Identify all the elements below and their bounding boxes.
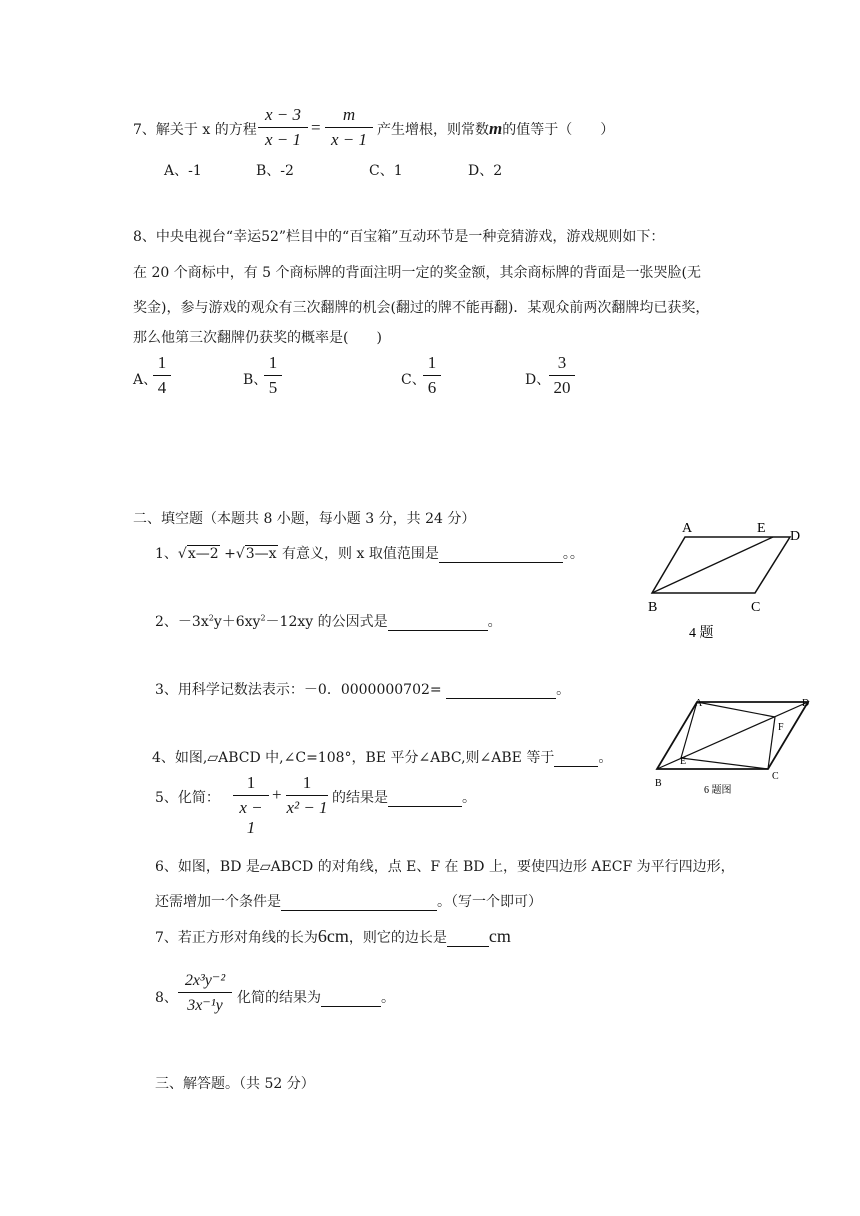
figure-6-segment-fc [768, 717, 775, 769]
q8-option-a-num: 1 [153, 353, 171, 376]
fill-8-den: 3x⁻¹y [187, 997, 223, 1014]
fill-6-line-2-text: 还需增加一个条件是 [155, 894, 281, 910]
fill-7-text: 7、若正方形对角线的长为 [155, 930, 318, 946]
fill-1-text: 有意义，则 x 取值范围是 [277, 546, 439, 562]
fill-3 [155, 679, 570, 699]
fill-8-prefix: 8、 [155, 990, 178, 1006]
fill-4-prefix: 4、如图, [152, 750, 208, 766]
figure-4-label-a: A [682, 521, 693, 536]
q7-equals: = [311, 118, 321, 137]
q7-option-a: A、-1 [164, 163, 202, 179]
sqrt-icon: √ [177, 546, 187, 562]
q8-option-d-fraction [549, 353, 575, 398]
fill-2-end: 。 [487, 614, 502, 630]
fill-2-part-3: －12xy 的公因式是 [265, 614, 388, 630]
q8-option-d-den: 20 [553, 378, 571, 397]
fill-1-end: 。。 [562, 546, 584, 562]
q7-suffix: 的值等于（ ） [502, 122, 615, 138]
figure-6-segment-af [697, 702, 775, 717]
fill-6-answer-blank[interactable] [281, 894, 437, 911]
q7-var: m [489, 119, 503, 138]
fill-2-part-2: y＋6xy [213, 614, 261, 630]
parallelogram-icon: ▱ [207, 750, 219, 766]
fill-1-number: 1、 [155, 546, 178, 562]
fill-8-text: 化简的结果为 [237, 990, 321, 1006]
section2-heading: 二、填空题（本题共 8 小题，每小题 3 分，共 24 分） [133, 511, 476, 527]
figure-4-diagram [640, 515, 810, 645]
fill-6-end: 。（写一个即可） [437, 894, 542, 910]
figure-6-segment-ae [681, 702, 697, 758]
fill-7-answer-blank[interactable] [447, 930, 489, 947]
q8-option-d-label: D、 [525, 372, 551, 388]
q7-lhs-fraction [258, 105, 308, 150]
fill-5-answer-blank[interactable] [388, 790, 462, 807]
fill-5-text: 的结果是 [332, 790, 388, 806]
fill-5-a-num: 1 [233, 773, 269, 796]
q8-line-2: 在 20 个商标中，有 5 个商标牌的背面注明一定的奖金额，其余商标牌的背面是一张哭脸(无 [133, 265, 701, 281]
q7-stem [133, 119, 257, 139]
fill-5-tail [332, 787, 476, 807]
q8-option-b-num: 1 [264, 353, 282, 376]
figure-6-diagram [645, 690, 815, 800]
q8-option-d-num: 3 [549, 353, 575, 376]
q8-option-c-num: 1 [423, 353, 441, 376]
fill-3-text: 3、用科学记数法表示：－0．0000000702= [155, 682, 447, 698]
fill-2-answer-blank[interactable] [388, 614, 488, 631]
q8-option-a-den: 4 [157, 378, 167, 397]
fill-4-answer-blank[interactable] [554, 750, 598, 767]
fill-5-fraction-a [233, 773, 269, 838]
parallelogram-icon: ▱ [259, 859, 271, 875]
fill-6-prefix: 6、如图，BD 是 [155, 859, 260, 875]
q8-line-4: 那么他第三次翻牌仍获奖的概率是( ) [133, 330, 382, 346]
fill-5-plus: + [272, 785, 282, 804]
q7-tail [377, 119, 614, 139]
fill-1-radicand-2: 3—x [245, 546, 277, 562]
figure-6-label-b: B [655, 778, 662, 789]
fill-2 [155, 611, 502, 631]
q7-prefix: 7、解关于 x 的方程 [133, 122, 257, 138]
q8-option-b-label: B、 [243, 372, 268, 388]
q7-rhs-fraction [325, 105, 373, 150]
section3-heading: 三、解答题。（共 52 分） [155, 1076, 315, 1092]
figure-4-label-e: E [757, 521, 766, 536]
fill-5-prefix: 5、化简： [155, 790, 220, 806]
fill-5-b-den: x² − 1 [286, 798, 328, 817]
fill-7-value: 6cm [317, 926, 349, 946]
figure-4-label-d: D [790, 529, 801, 544]
figure-6-label-a: A [695, 698, 703, 709]
fill-6-line-1-text: ABCD 的对角线，点 E、F 在 BD 上，要使四边形 AECF 为平行四边形， [270, 859, 735, 875]
fill-1-plus: + [224, 546, 236, 562]
q8-line-3: 奖金)，参与游戏的观众有三次翻牌的机会(翻过的牌不能再翻)．某观众前两次翻牌均已获奖， [133, 300, 710, 316]
fill-8-tail [237, 987, 395, 1007]
q7-rhs-numerator: m [325, 105, 373, 128]
q7-option-d: D、2 [468, 163, 503, 179]
q8-option-a-fraction [153, 353, 171, 398]
fill-8-end: 。 [381, 990, 395, 1006]
figure-6-caption: 6 题图 [704, 785, 732, 796]
fill-2-prefix: 2、－3x [155, 614, 209, 630]
q8-option-c-fraction [423, 353, 441, 398]
figure-4-segment-be [652, 537, 773, 593]
q8-option-b-fraction [264, 353, 282, 398]
fill-4-end: 。 [598, 750, 613, 766]
fill-6-line-2 [155, 891, 542, 911]
fill-1 [155, 543, 584, 563]
figure-6-label-c: C [772, 771, 779, 782]
q8-option-a-label: A、 [133, 372, 158, 388]
fill-5-end: 。 [462, 790, 476, 806]
fill-1-radicand-1: x—2 [187, 546, 219, 562]
sqrt-icon: √ [235, 546, 245, 562]
fill-8-num: 2x³y⁻² [178, 970, 232, 993]
fill-4-text: ABCD 中,∠C=108°，BE 平分∠ABC,则∠ABE 等于 [218, 750, 555, 766]
q8-option-c-label: C、 [401, 372, 426, 388]
fill-5-fraction-b [286, 773, 328, 818]
figure-6-segment-ec [681, 758, 768, 769]
q8-option-c-den: 6 [427, 378, 437, 397]
q8-option-b-den: 5 [268, 378, 278, 397]
figure-4-label-c: C [751, 600, 761, 615]
q7-mid: 产生增根，则常数 [377, 122, 489, 138]
figure-6-label-e: E [680, 756, 687, 767]
fill-2-exp-1: 2 [208, 613, 214, 623]
fill-3-answer-blank[interactable] [446, 682, 556, 699]
fill-5-a-den: x − 1 [239, 798, 263, 837]
q7-lhs-numerator: x − 3 [258, 105, 308, 128]
fill-1-answer-blank[interactable] [439, 546, 563, 563]
figure-4-parallelogram [652, 537, 790, 593]
fill-7 [155, 926, 511, 947]
q7-option-b: B、-2 [256, 163, 294, 179]
q7-lhs-denominator: x − 1 [264, 130, 302, 149]
fill-8-answer-blank[interactable] [321, 990, 381, 1007]
fill-5-b-num: 1 [286, 773, 328, 796]
q7-option-c: C、1 [369, 163, 403, 179]
fill-7-text-2: ，则它的边长是 [348, 930, 447, 946]
fill-7-unit: cm [488, 926, 511, 946]
figure-4-caption: 4 题 [689, 626, 714, 641]
fill-3-end: 。 [556, 682, 571, 698]
q7-rhs-denominator: x − 1 [330, 130, 368, 149]
figure-6-label-f: F [778, 722, 784, 733]
q8-line-1: 8、中央电视台“幸运52”栏目中的“百宝箱”互动环节是一种竞猜游戏，游戏规则如下： [133, 229, 665, 245]
fill-6-line-1 [155, 856, 735, 876]
figure-4-label-b: B [648, 600, 658, 615]
fill-8-fraction [178, 970, 232, 1015]
fill-4 [152, 747, 612, 767]
figure-6-label-d: D [802, 698, 810, 709]
fill-2-exp-2: 2 [260, 613, 266, 623]
